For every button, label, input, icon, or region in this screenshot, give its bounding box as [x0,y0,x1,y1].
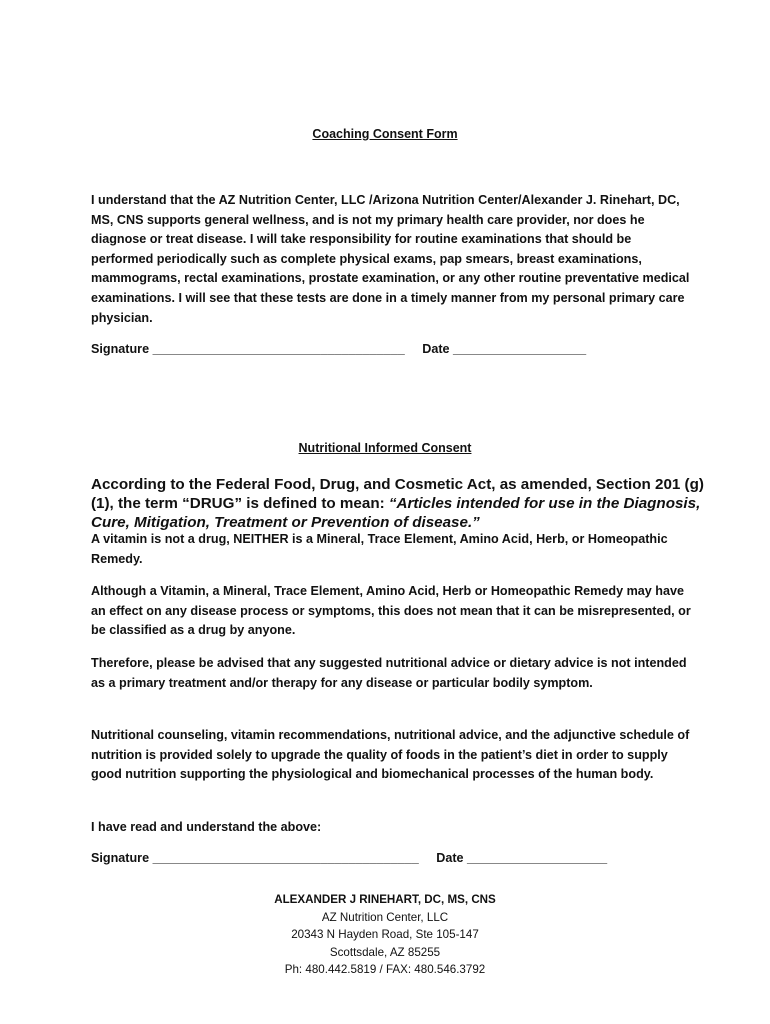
signature-label: Signature [91,342,150,356]
nutritional-signature-row [91,851,691,865]
paragraph-although: Although a Vitamin, a Mineral, Trace Element, Amino Acid, Herb or Homeopathic Remedy may have an effect on any disease process or symptoms, this does not mean that it can be misrepresented, or be classified as a drug by anyone. [91,584,691,638]
date-line[interactable]: ____________________ [467,851,608,865]
coaching-consent-paragraph: I understand that the AZ Nutrition Center, LLC /Arizona Nutrition Center/Alexander J. Rinehart, DC, MS, CNS supports general wellness, and is not my primary health care provider, nor does he diagnose or treat disease. I will take responsibility for routine examinations that should be performed periodically such as complete physical exams, pap smears, breast examinations, mammograms, rectal examinations, prostate examination, or any other routine preventative medical examinations. I will see that these tests are done in a timely manner from my personal primary care physician. [91,193,690,325]
signature-line[interactable]: ____________________________________ [152,342,405,356]
drug-definition-lead: According to the Federal Food, Drug, and Cosmetic Act, as amended, Section 201 (g) (1), the term “DRUG” is defined to mean: [91,476,704,512]
signature-line[interactable]: ______________________________________ [152,851,419,865]
phone-fax: Ph: 480.442.5819 / FAX: 480.546.3792 [284,963,486,977]
city-state-zip: Scottsdale, AZ 85255 [329,945,441,959]
contact-footer [0,891,770,979]
street-address: 20343 N Hayden Road, Ste 105-147 [291,928,479,942]
signature-label: Signature [91,851,150,865]
coaching-signature-row [91,342,691,356]
company-name: AZ Nutrition Center, LLC [321,910,449,924]
date-label: Date [436,851,464,865]
paragraph-therefore: Therefore, please be advised that any suggested nutritional advice or dietary advice is not intended as a primary treatment and/or therapy for any disease or particular bodily symptom. [91,656,687,690]
nutritional-consent-title: Nutritional Informed Consent [298,441,472,455]
acknowledgement-text: I have read and understand the above: [91,820,322,834]
vitamin-statement: A vitamin is not a drug, NEITHER is a Mineral, Trace Element, Amino Acid, Herb, or Homeopathic Remedy. [91,532,668,566]
date-label: Date [422,342,450,356]
paragraph-counseling: Nutritional counseling, vitamin recommendations, nutritional advice, and the adjunctive schedule of nutrition is provided solely to upgrade the quality of foods in the patient’s diet in order to supply good nutrition supporting the physiological and biomechanical processes of the human body. [91,728,690,782]
drug-definition-quote: “Articles intended for use in the Diagnosis, Cure, Mitigation, Treatment or Prevention of disease.” [91,495,701,531]
practitioner-name: ALEXANDER J RINEHART, DC, MS, CNS [274,893,496,906]
date-line[interactable]: ___________________ [453,342,587,356]
drug-definition [91,475,711,532]
coaching-consent-title: Coaching Consent Form [312,127,458,141]
